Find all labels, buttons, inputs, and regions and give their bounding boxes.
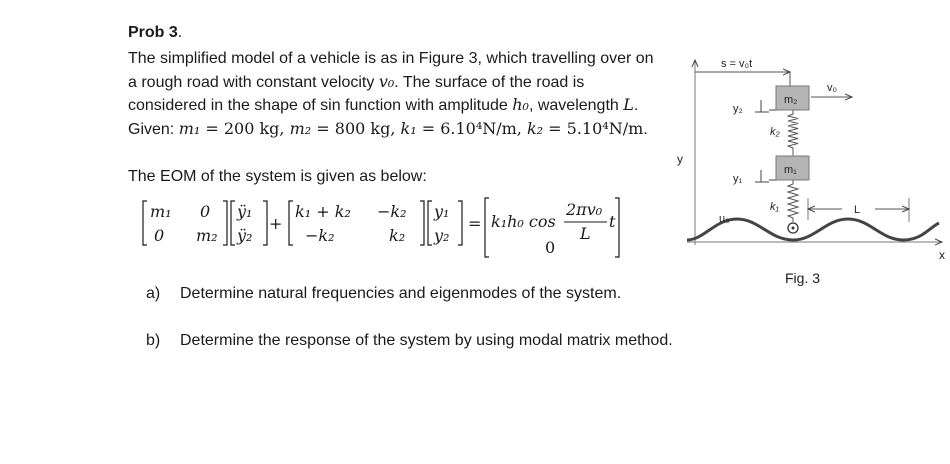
eom-label: The EOM of the system is given as below: (128, 168, 427, 185)
equals-sign: = (468, 214, 482, 233)
mass-m1-label: m₁ (784, 164, 797, 176)
spring-k2 (788, 110, 798, 156)
symbol-v0: v₀ (378, 71, 395, 91)
problem-statement: The simplified model of a vehicle is as in Figure 3, which travelling over on a rough road with constant velocity v₀. The surface of the road is considered in the shape of sin function with amplitude h₀, wavelength L. Given: m₁ = 200 kg, m₂ = 800 kg, k₁ = 6.10⁴N/m, k₂ = 5.10⁴N/m. (128, 50, 654, 138)
y-axis-label: y (677, 152, 683, 166)
u0-label: u₀ (719, 213, 730, 225)
x-axis-label: x (939, 248, 945, 262)
problem-title: Prob 3. (128, 24, 183, 41)
s-label: s = v₀t (721, 58, 753, 70)
equation-of-motion (140, 195, 640, 263)
y2-label: y₂ (733, 103, 743, 115)
figure-caption: Fig. 3 (785, 270, 821, 286)
velocity-label: v₀ (827, 82, 838, 94)
spring-k1-label: k₁ (770, 201, 779, 213)
k2-value: 5.10⁴N/m (566, 118, 644, 138)
mass-matrix-a11: m₁ (150, 202, 172, 221)
spring-k1 (788, 180, 798, 222)
stiff-matrix-a12: −k₂ (377, 202, 407, 221)
stiff-matrix-a21: −k₂ (305, 226, 335, 245)
symbol-L: L (623, 95, 634, 114)
force-frac-num: 2πv₀ (566, 200, 603, 219)
mass-matrix-a21: 0 (154, 226, 165, 245)
wavelength-label: L (854, 204, 861, 216)
spring-k2-label: k₂ (770, 126, 780, 138)
stiff-matrix-a11: k₁ + k₂ (295, 202, 351, 221)
acc-vector-1: ÿ₁ (237, 202, 253, 221)
vehicle-model-figure (677, 50, 947, 265)
mass-matrix-a12: 0 (200, 202, 211, 221)
mass-matrix-a22: m₂ (196, 226, 218, 245)
force-bottom: 0 (545, 238, 556, 257)
symbol-h0: h₀ (512, 95, 529, 114)
acc-vector-2: ÿ₂ (237, 226, 253, 245)
force-top-prefix: k₁h₀ cos (491, 212, 556, 231)
force-top-suffix: t (609, 212, 616, 231)
m2-value: 800 kg (334, 118, 391, 138)
mass-m2-label: m₂ (784, 94, 798, 106)
m1-value: 200 kg (223, 118, 280, 138)
plus-sign: + (269, 214, 283, 233)
disp-vector-1: y₁ (434, 202, 450, 221)
stiff-matrix-a22: k₂ (389, 226, 406, 245)
disp-vector-2: y₂ (434, 226, 450, 245)
k1-value: 6.10⁴N/m (440, 118, 517, 138)
y1-label: y₁ (733, 173, 743, 185)
force-frac-den: L (580, 224, 591, 243)
